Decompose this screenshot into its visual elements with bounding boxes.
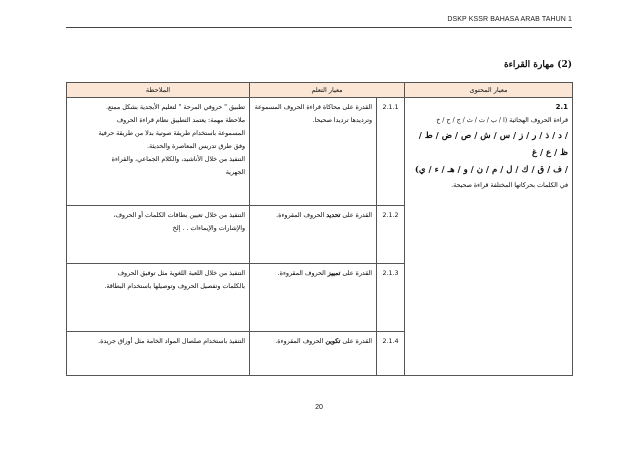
learning-standard-suffix: الحروف المقروءة.: [277, 270, 326, 277]
header-notes: الملاحظة: [67, 83, 250, 98]
content-standard-cell: [405, 98, 573, 376]
learning-standard-line: القدرة على محاكاة قراءة الحروف المسموعة: [254, 104, 373, 111]
content-standard-letters-1: / د / ذ / ر / ز / س / ش / ص / ض / ط / ظ / ع / غ: [418, 131, 569, 158]
learning-standard-text: [250, 332, 377, 376]
content-standard-intro: قراءة الحروف الهجائية (ا / ب / ت / ث / ج / ح / خ: [436, 117, 569, 124]
learning-standard-suffix: الحروف المقروءة.: [276, 212, 325, 219]
page-number: 20: [315, 404, 323, 411]
table-header-row: [67, 83, 573, 98]
learning-standard-prefix: القدرة على: [342, 338, 373, 345]
note-line: التنفيذ باستخدام صلصال المواد الخامة مثل أوراق جريدة.: [98, 338, 245, 345]
standards-table: [66, 82, 573, 376]
learning-standard-number: 2.1.2: [377, 206, 405, 264]
learning-standard-prefix: القدرة على: [342, 270, 373, 277]
header-content-standard: معيار المحتوى: [405, 83, 573, 98]
notes-cell: [67, 98, 250, 206]
note-line: وفق طرق تدريس المعاصرة والحديثة.: [146, 143, 245, 150]
note-line: التنفيذ من خلال اللعبة اللغوية مثل توفيق الحروف: [117, 270, 245, 277]
note-line: المسموعة باستخدام طريقة صوتية بدلا من طريقة حرفية: [98, 130, 245, 137]
learning-standard-number: 2.1.1: [377, 98, 405, 206]
content-standard-letters-2: / ف / ق / ك / ل / م / ن / و / هـ / ء / ي): [414, 165, 569, 175]
learning-standard-prefix: القدرة على: [342, 212, 373, 219]
section-title: (2) مهارة القراءة: [503, 60, 572, 70]
learning-standard-verb: تحديد: [326, 212, 341, 219]
note-line: والإشارات والإيماءات . . إلخ: [172, 225, 245, 232]
note-line: الجهرية: [225, 169, 245, 176]
learning-standard-line: وترديدها ترديدا صحيحا.: [312, 117, 373, 124]
header-divider: [66, 27, 572, 28]
note-line: تطبيق " حروفي المرحة " لتعليم الأبجدية بشكل ممتع.: [106, 104, 245, 111]
document-header-title: DSKP KSSR BAHASA ARAB TAHUN 1: [447, 16, 572, 23]
note-line: ملاحظة مهمة: يعتمد التطبيق نظام قراءة الحروف: [116, 117, 245, 124]
note-line: التنفيذ من خلال الأناشيد، والكلام الجماعي، والقراءة: [111, 156, 245, 163]
header-learning-standard: معيار التعلم: [250, 83, 405, 98]
learning-standard-text: [250, 206, 377, 264]
learning-standard-text: [250, 98, 377, 206]
table-row: [67, 98, 573, 206]
learning-standard-number: 2.1.3: [377, 264, 405, 332]
notes-cell: [67, 206, 250, 264]
learning-standard-text: [250, 264, 377, 332]
content-standard-number: 2.1: [555, 103, 569, 111]
notes-cell: [67, 332, 250, 376]
learning-standard-verb: تمييز: [327, 270, 341, 277]
note-line: التنفيذ من خلال تعيين بطاقات الكلمات أو الحروف،: [113, 212, 245, 219]
content-standard-outro: في الكلمات بحركاتها المختلفة قراءة صحيحة.: [451, 182, 569, 189]
note-line: بالكلمات وتفصيل الحروف وتوصيلها باستخدام البطاقة.: [104, 283, 245, 290]
learning-standard-number: 2.1.4: [377, 332, 405, 376]
notes-cell: [67, 264, 250, 332]
learning-standard-verb: تكوين: [325, 338, 341, 345]
learning-standard-suffix: الحروف المقروءة.: [275, 338, 324, 345]
